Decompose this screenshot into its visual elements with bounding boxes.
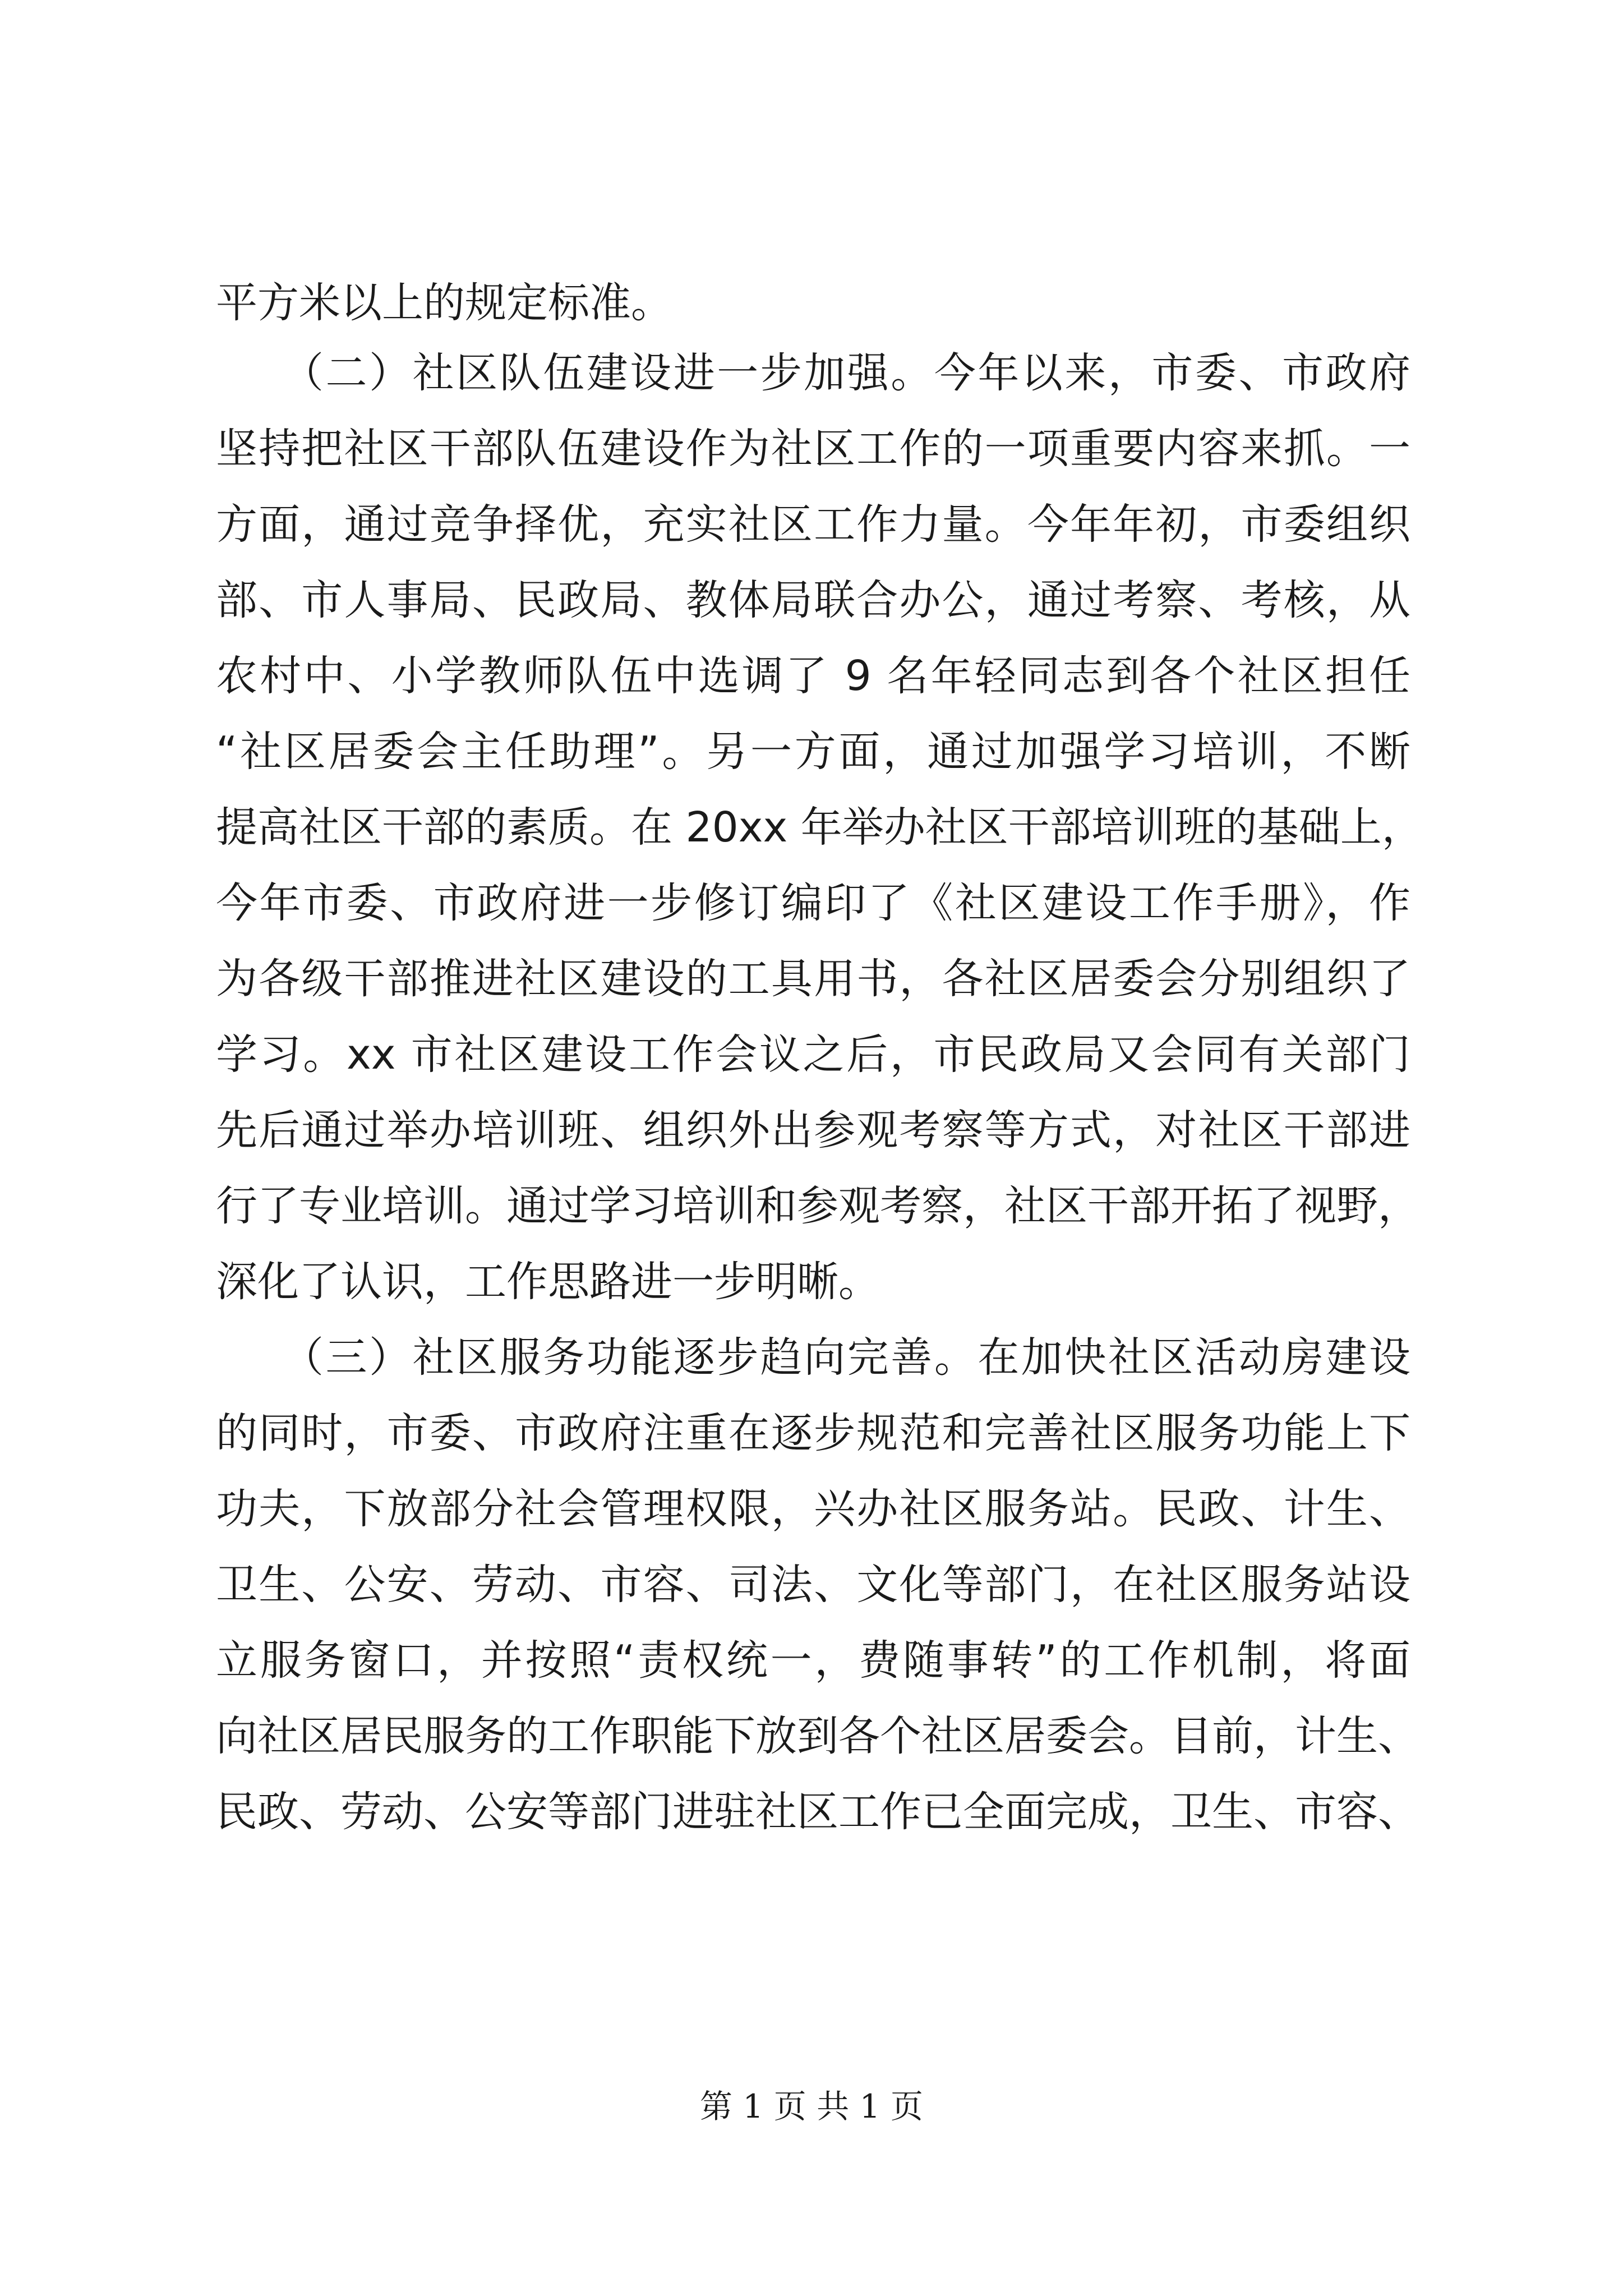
- text-line-6: 农村中、小学教师队伍中选调了 9 名年轻同志到各个社区担任: [216, 652, 1410, 700]
- text-line-16: 的同时，市委、市政府注重在逐步规范和完善社区服务功能上下: [216, 1409, 1410, 1457]
- text-line-12: 先后通过举办培训班、组织外出参观考察等方式，对社区干部进: [216, 1106, 1410, 1154]
- text-line-1: 平方米以上的规定标准。: [216, 279, 672, 327]
- text-line-8: 提高社区干部的素质。在 20xx 年举办社区干部培训班的基础上，: [216, 803, 1423, 852]
- text-line-4: 方面，通过竞争择优，充实社区工作力量。今年年初，市委组织: [216, 500, 1410, 549]
- text-line-2: （二）社区队伍建设进一步加强。今年以来，市委、市政府: [216, 349, 1410, 397]
- text-line-17: 功夫，下放部分社会管理权限，兴办社区服务站。民政、计生、: [216, 1485, 1410, 1533]
- text-line-20: 向社区居民服务的工作职能下放到各个社区居委会。目前，计生、: [216, 1712, 1419, 1760]
- text-line-21: 民政、劳动、公安等部门进驻社区工作已全面完成，卫生、市容、: [216, 1788, 1419, 1836]
- text-line-7: “社区居委会主任助理”。另一方面，通过加强学习培训，不断: [216, 728, 1410, 776]
- text-line-13: 行了专业培训。通过学习培训和参观考察，社区干部开拓了视野，: [216, 1182, 1419, 1230]
- text-line-15: （三）社区服务功能逐步趋向完善。在加快社区活动房建设: [216, 1333, 1410, 1382]
- text-line-14: 深化了认识，工作思路进一步明晰。: [216, 1258, 880, 1306]
- text-line-3: 坚持把社区干部队伍建设作为社区工作的一项重要内容来抓。一: [216, 425, 1410, 473]
- text-line-19: 立服务窗口，并按照“责权统一，费随事转”的工作机制，将面: [216, 1636, 1410, 1685]
- page-number-footer: 第 1 页 共 1 页: [700, 2087, 923, 2125]
- text-line-11: 学习。xx 市社区建设工作会议之后，市民政局又会同有关部门: [216, 1030, 1410, 1079]
- text-line-18: 卫生、公安、劳动、市容、司法、文化等部门，在社区服务站设: [216, 1561, 1410, 1609]
- text-line-9: 今年市委、市政府进一步修订编印了《社区建设工作手册》，作: [216, 879, 1410, 927]
- text-line-10: 为各级干部推进社区建设的工具用书，各社区居委会分别组织了: [216, 955, 1410, 1003]
- text-line-5: 部、市人事局、民政局、教体局联合办公，通过考察、考核，从: [216, 576, 1410, 624]
